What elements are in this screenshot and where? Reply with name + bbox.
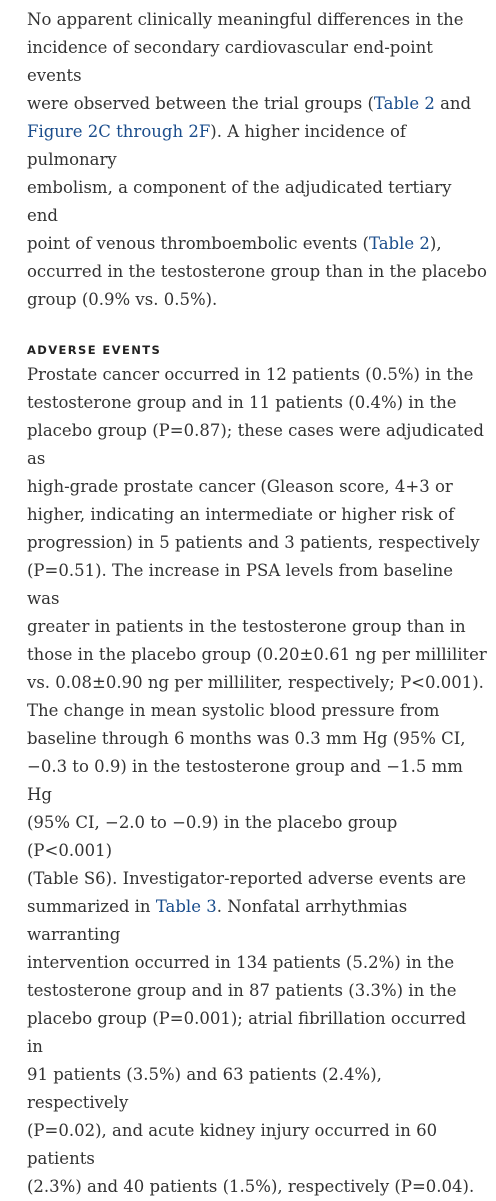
paragraph-text: ), occurred in the testosterone group than in the placebo group (0.9% vs. 0.5%). bbox=[27, 234, 487, 309]
paragraph-text: No apparent clinically meaningful differences in the incidence of secondary cardiovascular end-point events were observed between the trial groups ( bbox=[27, 10, 464, 113]
table-2-link[interactable]: Table 2 bbox=[368, 234, 430, 253]
paragraph-text: Prostate cancer occurred in 12 patients (0.5%) in the testosterone group and in 11 patients (0.4%) in the placebo group (P=0.87); these cases were adjudicated as high-grade prostate cancer (Gleason score, 4+3 or higher, indicating an intermediate or higher risk of progression) in 5 patients and 3 patients, respectively (P=0.51). The increase in PSA levels from baseline was greater in patients in the testosterone group than in those in the placebo group (0.20±0.61 ng per milliliter vs. 0.08±0.90 ng per milliliter, respectively; P<0.001). The change in mean systolic blood pressure from baseline through 6 months was 0.3 mm Hg (95% CI, −0.3 to 0.9) in the testosterone group and −1.5 mm Hg (95% CI, −2.0 to −0.9) in the placebo group (P<0.001) (Table S6). Investigator-reported adverse events are summarized in bbox=[27, 365, 487, 916]
paragraph-text: . Nonfatal arrhythmias warranting intervention occurred in 134 patients (5.2%) in the testosterone group and in 87 patients (3.3%) in the placebo group (P=0.001); atrial fibrillation occurred in 91 patients (3.5%) and 63 patients (2.4%), respectively (P=0.02), and acute kidney injury occurred in 60 patients (2.3%) and 40 patients (1.5%), respectively (P=0.04). bbox=[27, 897, 475, 1196]
figure-2c-2f-link[interactable]: Figure 2C through 2F bbox=[27, 122, 211, 141]
paragraph-text: and bbox=[440, 94, 472, 113]
article-body bbox=[27, 6, 487, 1201]
paragraph-text: ). A higher incidence of pulmonary embolism, a component of the adjudicated tertiary end point of venous thromboembolic events ( bbox=[27, 122, 452, 253]
table-2-link[interactable]: Table 2 bbox=[373, 94, 435, 113]
secondary-endpoints-paragraph bbox=[27, 6, 487, 314]
adverse-events-paragraph bbox=[27, 361, 487, 1201]
table-3-link[interactable]: Table 3 bbox=[155, 897, 217, 916]
section-heading-adverse-events: ADVERSE EVENTS bbox=[27, 343, 162, 357]
